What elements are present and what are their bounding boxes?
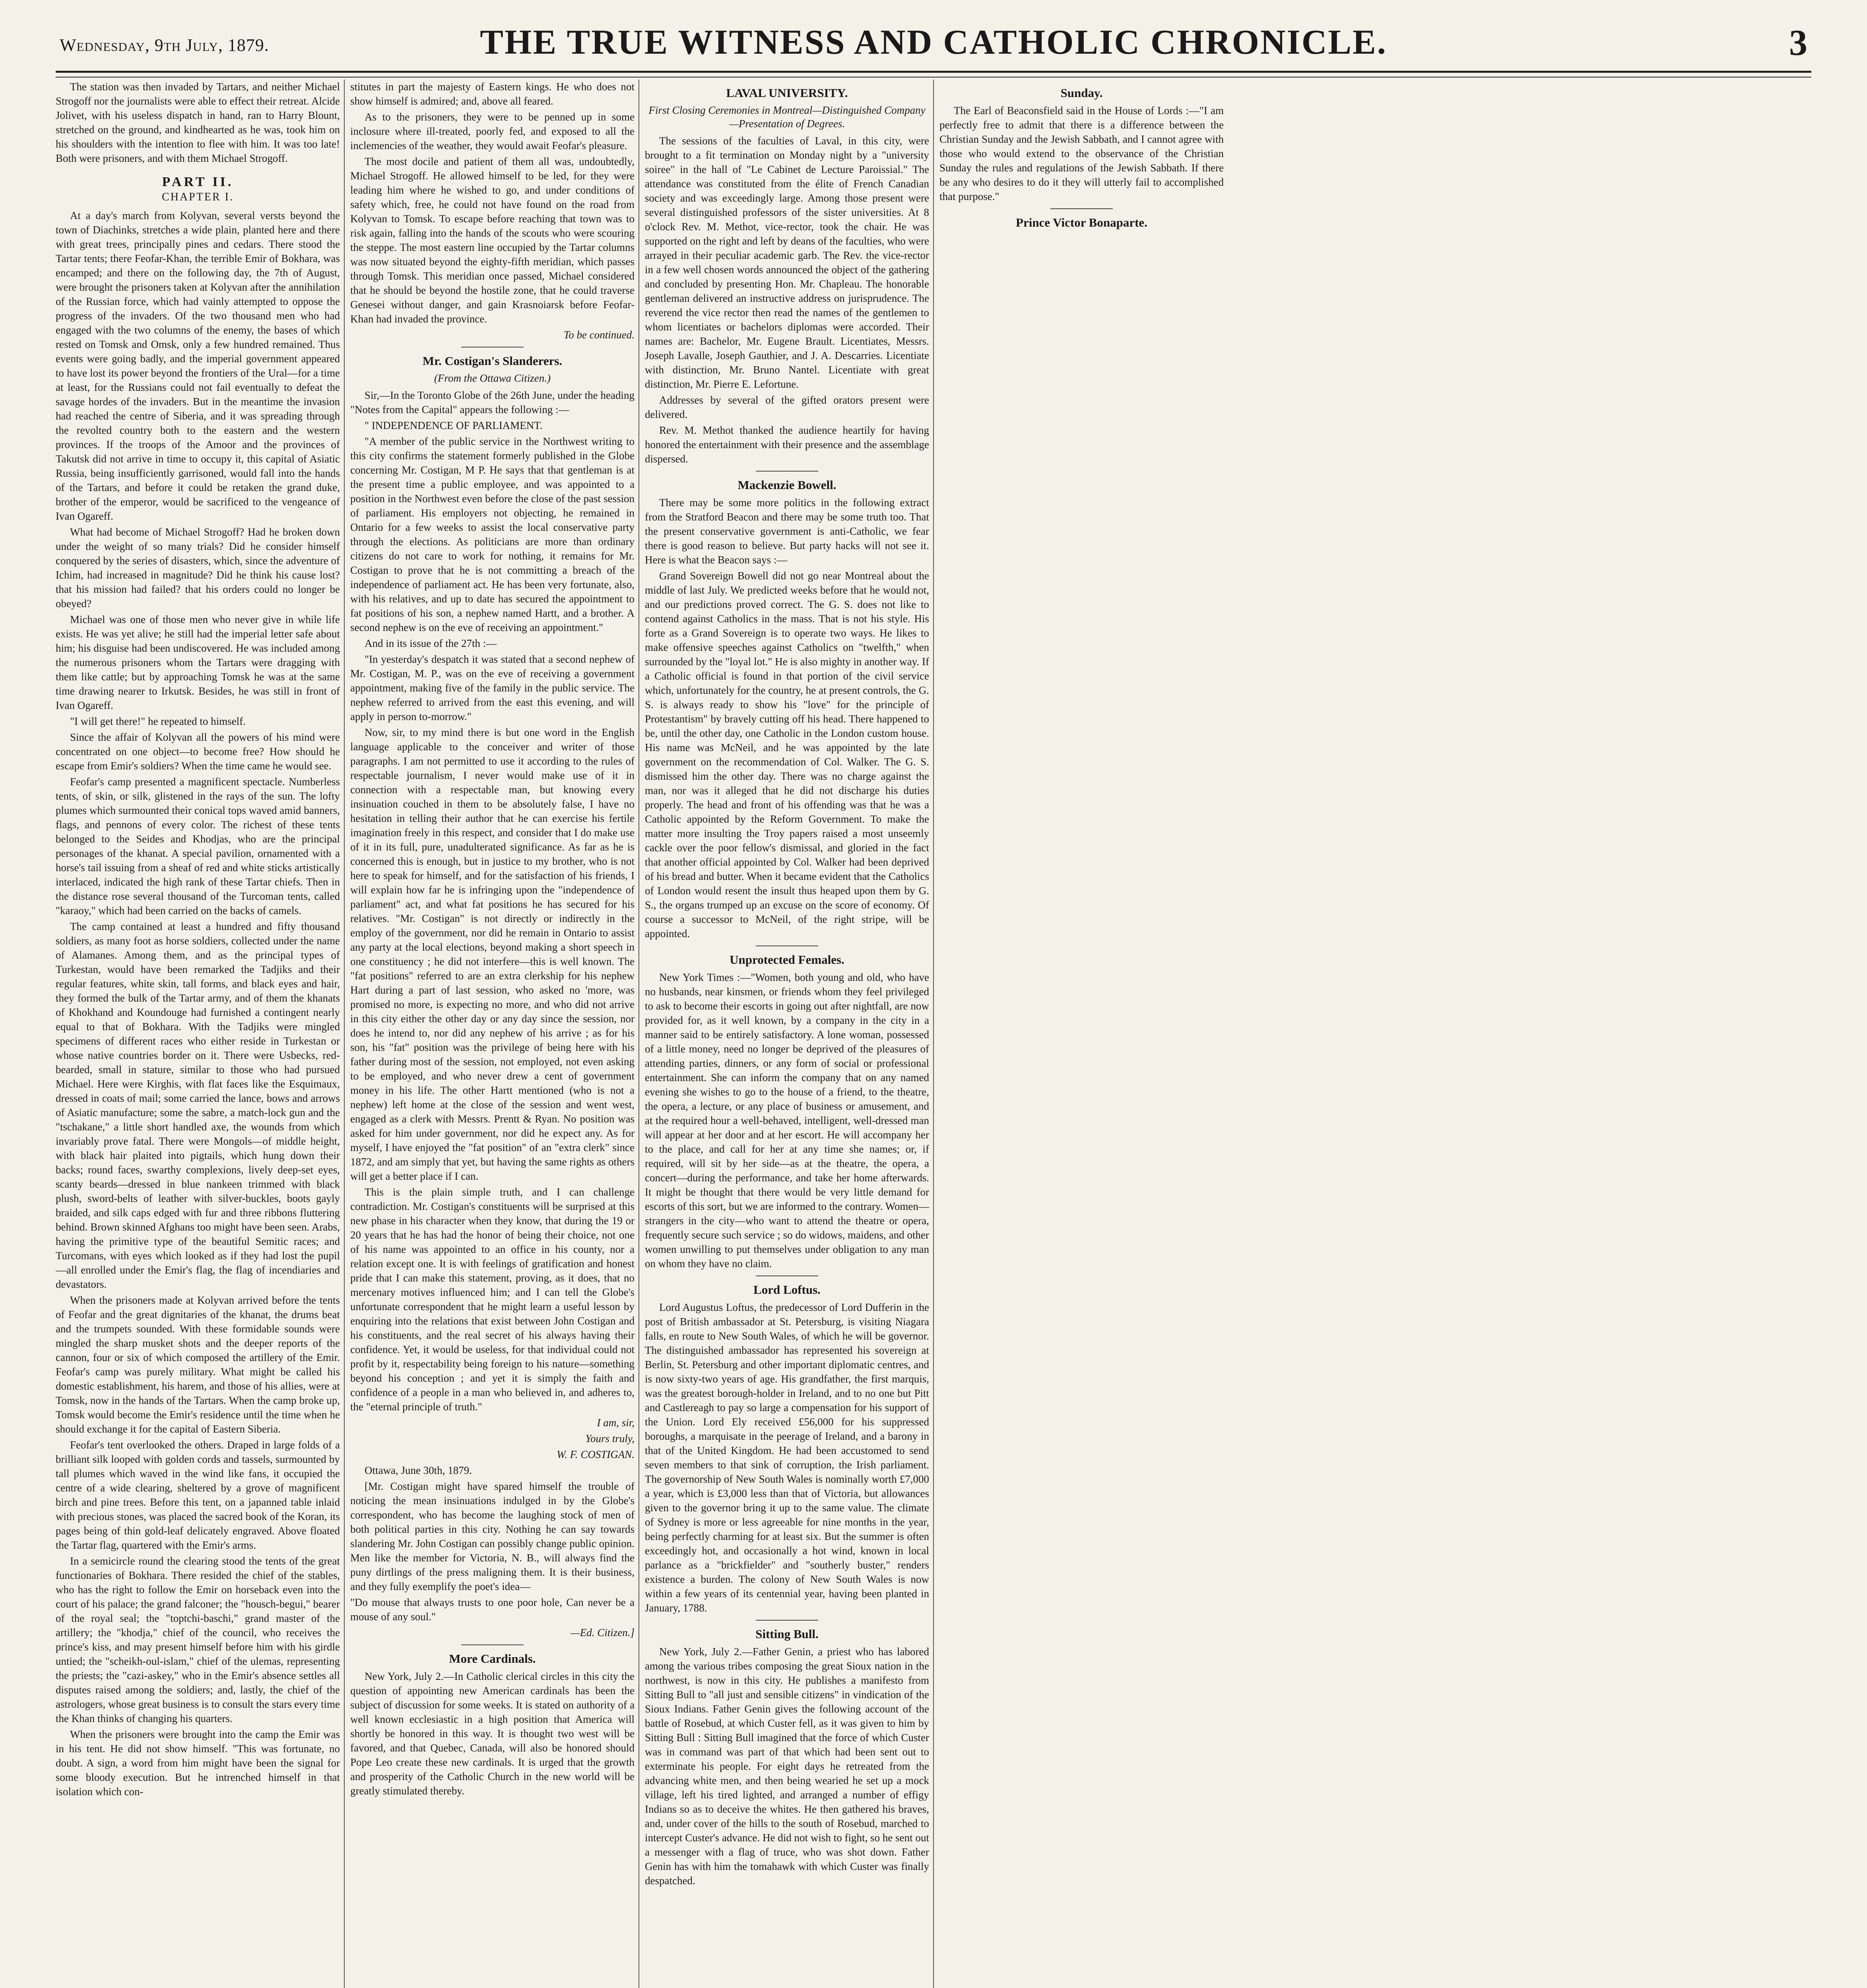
article-subheading: First Closing Ceremonies in Montreal—Distinguished Company—Presentation of Degrees.	[648, 104, 926, 130]
paragraph: Lord Augustus Loftus, the predecessor of Lord Dufferin in the post of British ambassador at St. Petersburg, is visiting Niagara falls, en route to New South Wales, of which he will be governor. The distinguished ambassador has represented his sovereign at Berlin, St. Petersburg and other important diplomatic centres, and is now sixty-two years of age. His grandfather, the first marquis, was the greatest borough-holder in Ireland, and to no one but Pitt and Castlereagh to pay so large a compensation for his support of the Union. Lord Ely received £56,000 for his suppressed boroughs, a marquisate in the peerage of Ireland, and a barony in that of the United Kingdom. He had been accustomed to send seven members to that sink of corruption, the Irish parliament. The governorship of New South Wales is nominally worth £7,000 a year, which is £3,000 less than that of Victoria, but allowances given to the governor bring it up to the same value. The climate of Sydney is more or less agreeable for nine months in the year, being perfectly charming for at least six. But the summer is often exceedingly hot, and occasionally a hot wind, known in local parlance as a "brickfielder" and "southerly buster," renders existence a burden. The colony of New South Wales is now within a few years of its centennial year, having been planted in January, 1788.	[645, 1301, 929, 1614]
letter-closing: I am, sir,	[597, 1417, 635, 1429]
letter-signature: W. F. COSTIGAN.	[557, 1448, 635, 1460]
paragraph: What had become of Michael Strogoff? Had he broken down under the weight of so many trials? Did he consider himself conquered by the series of disasters, which, since the adventure of Ichim, had increased in magnitude? Did he think his cause lost? that his mission had failed? that his orders could no longer be obeyed?	[56, 526, 340, 610]
quotation: "Do mouse that always trusts to one poor hole, Can never be a mouse of any soul."	[350, 1596, 635, 1623]
paragraph: The station was then invaded by Tartars, and neither Michael Strogoff nor the journalists were able to effect their retreat. Alcide Jolivet, with his useless dispatch in hand, ran to Harry Blount, stretched on the ground, and kindhearted as he was, took him on his shoulders with the intention to flee with him. It was too late! Both were prisoners, and with them Michael Strogoff.	[56, 81, 340, 164]
paragraph: Sir,—In the Toronto Globe of the 26th June, under the heading "Notes from the Capital" appears the following :—	[350, 389, 635, 415]
article-heading-bowell: Mackenzie Bowell.	[737, 478, 836, 492]
part-heading: PART II.	[162, 175, 234, 189]
letter-dateline: Ottawa, June 30th, 1879.	[365, 1464, 472, 1476]
paragraph: As to the prisoners, they were to be penned up in some inclosure where ill-treated, poorly fed, and exposed to all the inclemencies of the weather, they would await Feofar's pleasure.	[350, 111, 635, 151]
column-4	[933, 80, 1224, 1988]
paragraph: The sessions of the faculties of Laval, in this city, were brought to a fit termination on Monday night by a "university soiree" in the hall of "Le Cabinet de Lecture Paroissial." The attendance was constituted from the élite of French Canadian society and was exceedingly large. Among those present were several distinguished professors of the sister universities. At 8 o'clock Rev. M. Methot, vice-rector, took the chair. He was supported on the right and left by deans of the faculties, who were arrayed in their peculiar academic garb. The Rev. the vice-rector in a few well chosen words announced the object of the gathering and concluded by presenting Hon. Mr. Chapleau. The honorable gentleman delivered an instructive address on jurisprudence. The reverend the vice rector then read the names of the gentlemen to whom licentiates or bachelors diplomas were accorded. Their names are: Bachelor, Mr. Eugene Brault. Licentiates, Messrs. Joseph Lavalle, Joseph Gauthier, and J. A. Descarries. Licentiate with distinction, Mr. Bruno Nantel. Licentiate with great distinction, Mr. Pierre E. Lefortune.	[645, 135, 929, 390]
to-be-continued: To be continued.	[563, 329, 635, 341]
paragraph: At a day's march from Kolyvan, several versts beyond the town of Diachinks, stretches a wide plain, planted here and there with great trees, principally pines and cedars. There stood the Tartar tents; there Feofar-Khan, the terrible Emir of Bokhara, was encamped; and there on the following day, the 7th of August, were brought the prisoners taken at Kolyvan after the annihilation of the Russian force, which had vainly attempted to oppose the progress of the invaders. Of the two thousand men who had engaged with the two columns of the enemy, the bases of which rested on Tomsk and Omsk, only a few hundred remained. Thus events were going badly, and the imperial government appeared to have lost its power beyond the frontiers of the Ural—for a time at least, for the Russians could not fail eventually to defeat the savage hordes of the invaders. But in the meantime the invasion had reached the centre of Siberia, and it was spreading through the revolted country both to the eastern and the western provinces. If the troops of the Amoor and the provinces of Takutsk did not arrive in time to occupy it, this capital of Asiatic Russia, being insufficiently garrisoned, would fall into the hands of the Tartars, and before it could be retaken the grand duke, brother of the emperor, would be sacrificed to the vengeance of Ivan Ogareff.	[56, 210, 340, 522]
article-heading-females: Unprotected Females.	[730, 953, 844, 967]
issue-date: Wednesday, 9th July, 1879.	[60, 35, 269, 55]
column-2	[344, 80, 635, 1988]
divider	[756, 1620, 818, 1621]
paragraph: In a semicircle round the clearing stood the tents of the great functionaries of Bokhara. There resided the chief of the stables, who has the right to follow the Emir on horseback even into the court of his palace; the grand falconer; the "housch-begui," bearer of the royal seal; the "toptchi-baschi," grand master of the artillery; the "khodja," chief of the council, who receives the prince's kiss, and may present himself before him with his girdle untied; the "scheikh-oul-islam," chief of the ulemas, representing the priests; the "cazi-askey," who in the Emir's absence settles all disputes raised among the soldiers; and, lastly, the chief of the astrologers, whose great business is to consult the stars every time the Khan thinks of changing his quarters.	[56, 1555, 340, 1724]
column-1	[56, 80, 340, 1988]
column-3	[639, 80, 929, 1988]
letter-closing: Yours truly,	[585, 1433, 635, 1444]
page-number: 3	[1789, 22, 1807, 63]
paragraph: And in its issue of the 27th :—	[365, 637, 497, 649]
columns	[56, 80, 1811, 1988]
article-heading-sitting-bull: Sitting Bull.	[755, 1627, 819, 1641]
article-heading-sunday: Sunday.	[1060, 86, 1103, 100]
paragraph: New York, July 2.—Father Genin, a priest who has labored among the various tribes composing the great Sioux nation in the northwest, is now in this city. He publishes a manifesto from Sitting Bull to "all just and sensible citizens" in vindication of the Sioux Indians. Father Genin gives the following account of the battle of Rosebud, at which Custer fell, as it was given to him by Sitting Bull : Sitting Bull imagined that the force of which Custer was in command was part of that which had been sent out to exterminate his people. For eight days he retreated from the advancing white men, and then being wearied he set up a mock village, left his tired lighted, and arranged a number of effigy Indians so as to deceive the whites. He then gathered his braves, and, under cover of the hills to the south of Rosebud, marched to intercept Custer's advance. He did not wish to fight, so he sent out a messenger with a flag of truce, who was shot down. Father Genin has with him the tomahawk with which Custer was finally despatched.	[645, 1646, 929, 1887]
masthead-rule	[56, 71, 1811, 78]
paragraph: "I will get there!" he repeated to himself.	[70, 715, 246, 727]
divider	[1050, 208, 1113, 209]
article-heading-costigan: Mr. Costigan's Slanderers.	[422, 354, 563, 368]
paragraph: New York, July 2.—In Catholic clerical circles in this city the question of appointing new American cardinals has been the subject of discussion for some weeks. It is stated on authority of a well known ecclesiastic in a high position that America will shortly be honored in this way. It is thought two west will be favored, and that Quebec, Canada, will also be honored should Pope Leo create these new cardinals. It is urged that the growth and prosperity of the Catholic Church in the new world will be greatly stimulated thereby.	[350, 1670, 635, 1797]
paragraph: Feofar's camp presented a magnificent spectacle. Numberless tents, of skin, or silk, glistened in the rays of the sun. The lofty plumes which surmounted their conical tops waved amid banners, flags, and pennons of every color. The richest of these tents belonged to the Seides and Khodjas, who are the principal personages of the khanat. A special pavilion, ornamented with a horse's tail issuing from a sheaf of red and white sticks artistically interlaced, indicated the high rank of these Tartar chiefs. Then in the distance rose several thousand of the Turcoman tents, called "karaoy," which had been carried on the backs of camels.	[56, 776, 340, 916]
masthead	[60, 14, 1807, 70]
paragraph: "A member of the public service in the Northwest writing to this city confirms the statement formerly published in the Globe concerning Mr. Costigan, M P. He says that that gentleman is at the present time a public employee, and was appointed to a position in the Northwest even before the close of the past session of parliament. His employers not objecting, he remained in Ontario for a few weeks to assist the local conservative party through the elections. As politicians are more than ordinary citizens do not care to work for nothing, it remains for Mr. Costigan to prove that he is not committing a breach of the independence of parliament act. He has been very fortunate, also, with his relatives, and up to date has secured the appointment to fat positions of his son, a nephew named Hartt, and a brother. A second nephew is on the eve of receiving an appointment."	[350, 435, 635, 633]
paragraph: Now, sir, to my mind there is but one word in the English language applicable to the conceiver and writer of those paragraphs. I am not permitted to use it according to the rules of respectable journalism, I never would make use of it in connection with a respectable man, but knowing every insinuation couched in them to be absolutely false, I have no hesitation in telling their author that he can exercise his fertile imagination freely in this respect, and consider that I do make use of it in its full, pure, unadulterated significance. As far as he is concerned this is enough, but in justice to my brother, who is not here to speak for himself, and for the satisfaction of his friends, I will explain how far he is infringing upon the "independence of parliament" act, and what fat positions he has secured for his relatives. "Mr. Costigan" is not directly or indirectly in the employ of the government, nor did he remain in Ontario to assist any party at the local elections, beyond making a short speech in one constituency ; he did not interfere—this is well known. The "fat positions" referred to are an extra clerkship for his nephew Hart during a part of last session, who asked no 'more, was promised no more, is expecting no more, and who did not arrive in this city either the other day or any day since the session, nor does he intend to, nor did any nephew of his arrive ; as for his son, his "fat" position was the privilege of being here with his father during most of the session, not employed, not even asking to be employed, and who never drew a cent of government money in his life. The other Hartt mentioned (who is not a nephew) left home at the close of the session and went west, engaged as a clerk with Messrs. Prentt & Ryan. No position was asked for him under government, nor did he expect any. As for myself, I have enjoyed the "fat position" of an "extra clerk" since 1872, and am simply that yet, but having the same rights as others will get a better place if I can.	[350, 726, 635, 1182]
paragraph: When the prisoners were brought into the camp the Emir was in his tent. He did not show himself. "This was fortunate, no doubt. A sign, a word from him might have been the signal for some bloody execution. But he intrenched himself in that isolation which con-	[56, 1728, 340, 1798]
paragraph: The camp contained at least a hundred and fifty thousand soldiers, as many foot as horse soldiers, collected under the name of Alamanes. Among them, and as the principal types of Turkestan, would have been remarked the Tadjiks and their regular features, white skin, tall forms, and black eyes and hair, they formed the bulk of the Tartar army, and of them the khanats of Khokhand and Koundouge had furnished a contingent nearly equal to that of Bokhara. With the Tadjiks were mingled specimens of different races who either reside in Turkestan or whose native countries border on it. There were Usbecks, red-bearded, small in stature, similar to those who had pursued Michael. Here were Kirghis, with flat faces like the Esquimaux, dressed in coats of mail; some carried the lance, bows and arrows of Asiatic manufacture; some the sabre, a match-lock gun and the "tschakane," a little short handled axe, the wounds from which invariably prove fatal. There were Mongols—of middle height, with black hair plaited into pigtails, which hung down their backs; round faces, swarthy complexions, lively deep-set eyes, scanty beards—dressed in blue nankeen trimmed with black plush, sword-belts of leather with silver-buckles, boots gayly braided, and silk caps edged with fur and three ribbons fluttering behind. Brown skinned Afghans too might have been seen. Arabs, having the primitive type of the beautiful Semitic races; and Turcomans, with eyes which looked as if they had lost the pupil—all enrolled under the Emir's flag, the flag of incendiaries and devastators.	[56, 920, 340, 1290]
divider	[756, 945, 818, 946]
paragraph: The most docile and patient of them all was, undoubtedly, Michael Strogoff. He allowed himself to be led, for they were leading him where he wished to go, and under conditions of safety which, free, he could not have found on the road from Kolyvan to Tomsk. To escape before reaching that town was to risk again, falling into the hands of the scouts who were scouring the steppe. The most eastern line occupied by the Tartar columns was now situated beyond the eighty-fifth meridian, which passes through Tomsk. This meridian once passed, Michael considered that he should be beyond the hostile zone, that he could traverse Genesei without danger, and gain Krasnoiarsk before Feofar-Khan had invaded the province.	[350, 155, 635, 325]
paragraph: The Earl of Beaconsfield said in the House of Lords :—"I am perfectly free to admit that there is a difference between the Christian Sunday and the Jewish Sabbath, and I cannot agree with those who would extend to the observance of the Christian Sunday the rules and regulations of the Jewish Sabbath. If there be any who desires to do it they will utterly fail to accomplished that purpose."	[939, 105, 1224, 202]
paragraph: When the prisoners made at Kolyvan arrived before the tents of Feofar and the great dignitaries of the khanat, the drums beat and the trumpets sounded. With these formidable sounds were mingled the sharp musket shots and the deeper reports of the cannon, four or six of which composed the artillery of the Emir. Feofar's camp was purely military. What might be called his domestic establishment, his harem, and those of his allies, were at Tomsk, now in the hands of the Tartars. When the camp broke up, Tomsk would become the Emir's residence until the time when he should exchange it for the capital of Eastern Siberia.	[56, 1294, 340, 1435]
paragraph: Addresses by several of the gifted orators present were delivered.	[645, 394, 929, 420]
paragraph: This is the plain simple truth, and I can challenge contradiction. Mr. Costigan's constituents will be surprised at this new phase in his character when they know, that during the 19 or 20 years that he has had the honor of being their choice, not one of his name was appointed to an office in his county, nor a relation except one. It is with feelings of gratification and honest pride that I can make this statement, proving, as it does, that no mercenary motives influenced him; and I can tell the Globe's unfortunate correspondent that he might learn a useful lesson by enquiring into the relations that exist between John Costigan and his constituents, and the real secret of his always having their confidence. Yet, it would be useless, for that individual could not profit by it, respectability being foreign to his nature—something beyond his conception ; and yet it is simply the faith and confidence of a people in a man who believed in, and adheres to, the "eternal principle of truth."	[350, 1186, 635, 1413]
article-heading-loftus: Lord Loftus.	[753, 1283, 821, 1297]
paragraph: " INDEPENDENCE OF PARLIAMENT.	[365, 419, 543, 431]
paragraph: Since the affair of Kolyvan all the powers of his mind were concentrated on one object—to become free? How should he escape from Emir's soldiers? When the time came he would see.	[56, 731, 340, 772]
divider	[461, 1644, 524, 1645]
newspaper-title: THE TRUE WITNESS AND CATHOLIC CHRONICLE.	[480, 23, 1387, 62]
editor-signature: —Ed. Citizen.]	[570, 1627, 635, 1639]
article-heading-cardinals: More Cardinals.	[449, 1652, 536, 1666]
divider	[461, 347, 524, 348]
paragraph: There may be some more politics in the following extract from the Stratford Beacon and there may be some truth too. That the present conservative government is anti-Catholic, we fear there is good reason to believe. But party hacks will not see it. Here is what the Beacon says :—	[645, 497, 929, 566]
article-subheading: (From the Ottawa Citizen.)	[434, 372, 551, 384]
paragraph: "In yesterday's despatch it was stated that a second nephew of Mr. Costigan, M. P., was on the eve of receiving a government appointment, making five of the family in the public service. The nephew referred to arrived from the east this evening, and will apply in person to-morrow."	[350, 653, 635, 722]
paragraph: Grand Sovereign Bowell did not go near Montreal about the middle of last July. We predicted weeks before that he would not, and our predictions proved correct. The G. S. does not like to contend against Catholics in the mass. That is not his style. His forte as a Grand Sovereign is to operate two ways. He likes to make offensive speeches against Catholics on "twelfth," when surrounded by the "loyal lot." He is also mighty in another way. If a Catholic official is found in that portion of the civil service which, unfortunately for the country, he at present controls, the G. S. is always ready to show his "love" for the principle of Protestantism" by bravely cutting off his head. There happened to be, until the other day, one Catholic in the London custom house. His name was McNeil, and he was appointed by the late government on the recommendation of Col. Walker. The G. S. dismissed him the other day. There was no charge against the man, nor was it alleged that he did not discharge his duties properly. The head and front of his offending was that he was a Catholic appointed by the Reform Government. To make the matter more insulting the Troy papers raised a most unseemly cackle over the poor fellow's dismissal, and gloried in the fact that another official appointed by Col. Walker had been deprived of his bread and butter. When it became evident that the Catholics of London would resent the insult thus heaped upon them by G. S., the organs trumped up an excuse on the score of economy. Of course a successor to McNeil, of the right stripe, will be appointed.	[645, 570, 929, 940]
article-heading-prince-victor: Prince Victor Bonaparte.	[1016, 215, 1147, 229]
paragraph: [Mr. Costigan might have spared himself the trouble of noticing the mean insinuations indulged in by the Globe's correspondent, who has become the laughing stock of men of both political parties in this city. Nothing he can say towards slandering Mr. John Costigan can possibly change public opinion. Men like the member for Victoria, N. B., will always find the puny dirtlings of the press maligning them. It is their business, and they fully exemplify the poet's idea—	[350, 1480, 635, 1592]
paragraph: New York Times :—"Women, both young and old, who have no husbands, near kinsmen, or friends whom they feel privileged to ask to become their escorts in going out after nightfall, are now provided for, as it well known, by a company in the city in a manner said to be entirely satisfactory. A lone woman, possessed of a little money, need no longer be deprived of the pleasures of attending parties, dinners, or any form of social or professional entertainment. She can inform the company that on any named evening she wishes to go to the house of a friend, to the theatre, the opera, a lecture, or any place of business or amusement, and at the required hour a well-behaved, intelligent, well-dressed man will appear at her door and at her escort. He will accompany her to the place, and call for her at any time she names; or, if required, will sit by her side—as at the theatre, the opera, a concert—during the performance, and take her home afterwards. It might be thought that there would be very little demand for escorts of this sort, but we are informed to the contrary. Women—strangers in the city—who want to attend the theatre or opera, frequently secure such service ; so do widows, maidens, and other women unwilling to put themselves under obligation to any man on whom they have no claim.	[645, 971, 929, 1270]
divider	[756, 471, 818, 472]
paragraph: Rev. M. Methot thanked the audience heartily for having honored the entertainment with their presence and the assemblage dispersed.	[645, 424, 929, 465]
paragraph: stitutes in part the majesty of Eastern kings. He who does not show himself is admired; and, above all feared.	[350, 81, 635, 107]
article-heading-laval: LAVAL UNIVERSITY.	[726, 86, 848, 100]
paragraph: Michael was one of those men who never give in while life exists. He was yet alive; he still had the imperial letter safe about him; his disguise had been undiscovered. He was included among the numerous prisoners whom the Tartars were dragging with them like cattle; but by approaching Tomsk he was at the same time drawing nearer to Irkutsk. Besides, he was still in front of Ivan Ogareff.	[56, 613, 340, 711]
paragraph: Feofar's tent overlooked the others. Draped in large folds of a brilliant silk looped with golden cords and tassels, surmounted by tall plumes which waved in the wind like fans, it occupied the centre of a wide clearing, sheltered by a grove of magnificent birch and pine trees. Before this tent, on a japanned table inlaid with precious stones, was placed the sacred book of the Koran, its pages being of thin gold-leaf delicately engraved. Above floated the Tartar flag, quartered with the Emir's arms.	[56, 1439, 340, 1551]
chapter-heading: CHAPTER I.	[162, 191, 234, 203]
